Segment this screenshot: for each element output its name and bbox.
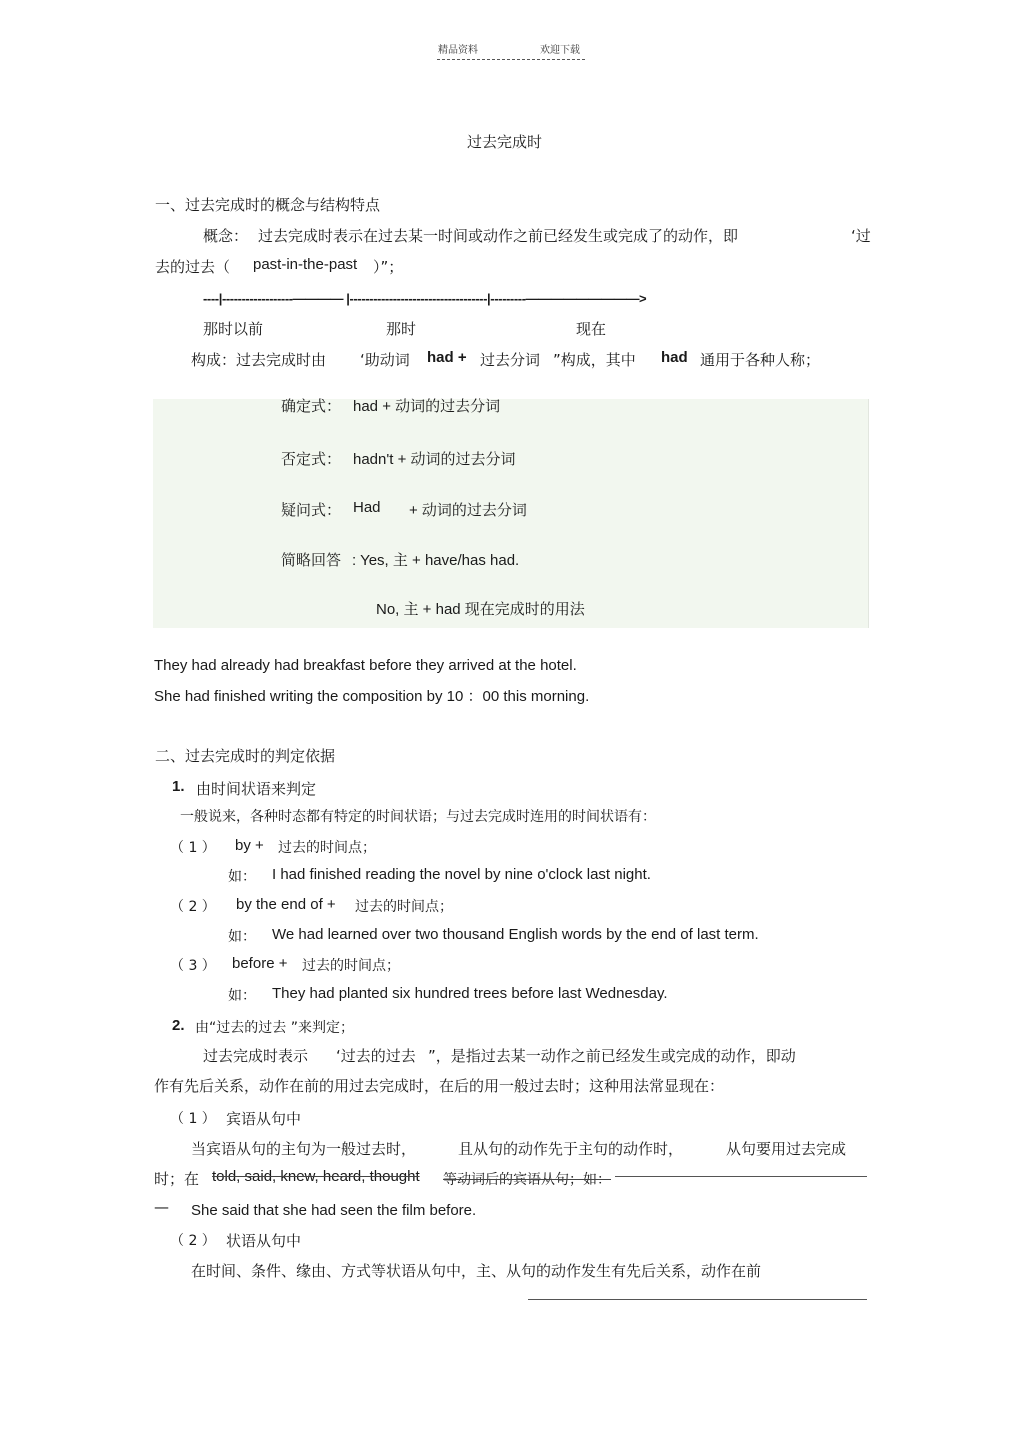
clause1-line1-c: 从句要用过去完成 (726, 1140, 847, 1158)
concept-text: 过去完成时表示在过去某一时间或动作之前已经发生或完成了的动作，即 (258, 227, 739, 245)
sub2-line1-c: ”，是指过去某一动作之前已经发生或完成的动作，即动 (428, 1047, 796, 1065)
sub2-line1-b: ‘过去的过去 (336, 1047, 416, 1065)
timeline-label-before: 那时以前 (203, 320, 264, 338)
structure-c: had + (427, 349, 467, 366)
clause1-line1-b: 且从句的动作先于主句的动作时， (458, 1140, 684, 1158)
affirmative-label: 确定式： (281, 397, 342, 415)
item2-phrase: by the end of + (236, 896, 336, 913)
item2-desc: 过去的时间点； (355, 899, 453, 915)
clause2-num: （ 2 ） (170, 1233, 216, 1249)
clause2-title: 状语从句中 (226, 1232, 302, 1250)
sub1-intro: 一般说来，各种时态都有特定的时间状语；与过去完成时连用的时间状语有： (180, 809, 656, 825)
item1-ex-label: 如： (228, 869, 256, 885)
timeline-label-then: 那时 (386, 320, 417, 338)
sub1-title: 由时间状语来判定 (196, 780, 317, 798)
affirmative-value: had + 动词的过去分词 (353, 398, 501, 415)
item3-desc: 过去的时间点； (302, 958, 400, 974)
item2-example: We had learned over two thousand English words by the end of last term. (272, 926, 759, 943)
section2-heading: 二、过去完成时的判定依据 (155, 747, 336, 765)
item3-ex-label: 如： (228, 988, 256, 1004)
item1-desc: 过去的时间点； (278, 840, 376, 856)
concept-label: 概念： (203, 227, 249, 245)
structure-b: ‘助动词 (360, 351, 410, 369)
short-answer-no: No, 主 + had 现在完成时的用法 (376, 601, 585, 618)
clause1-title: 宾语从句中 (226, 1110, 302, 1128)
sub2-num: 2. (172, 1017, 185, 1034)
question-value-a: Had (353, 499, 381, 516)
question-label: 疑问式： (281, 501, 342, 519)
short-answer-label: 简略回答 (281, 551, 342, 569)
header-right: 欢迎下载 (540, 45, 580, 56)
sub1-num: 1. (172, 778, 185, 795)
structure-a: 构成：过去完成时由 (191, 351, 327, 369)
sub2-line1-a: 过去完成时表示 (203, 1047, 309, 1065)
clause1-line2-a: 时；在 (154, 1170, 200, 1188)
structure-d: 过去分词 (480, 351, 541, 369)
clause1-example: She said that she had seen the film before. (191, 1202, 477, 1219)
concept-quote-open: ‘过 (851, 227, 871, 245)
timeline-arrow: ----|------------------———— |-----------------------------------|---------—————————> (203, 291, 647, 306)
structure-e: ”构成，其中 (553, 351, 636, 369)
structure-f: had (661, 349, 688, 366)
clause1-line2-rule (615, 1176, 867, 1177)
clause1-line2-c: 等动词后的宾语从句；如： (443, 1172, 611, 1188)
timeline-label-now: 现在 (576, 320, 607, 338)
concept-line2-a: 去的过去（ (155, 258, 231, 276)
sub2-title: 由“过去的过去 ”来判定； (195, 1020, 354, 1036)
footer-rule (528, 1299, 867, 1300)
clause1-line2-b: told, said, knew, heard, thought (212, 1168, 420, 1185)
negative-label: 否定式： (281, 450, 342, 468)
item3-phrase: before + (232, 955, 288, 972)
item1-phrase: by + (235, 837, 264, 854)
example-2: She had finished writing the composition by 10 ：00 this morning. (154, 688, 590, 705)
page-title: 过去完成时 (467, 133, 543, 151)
negative-value: hadn't + 动词的过去分词 (353, 451, 516, 468)
clause2-line1: 在时间、条件、缘由、方式等状语从句中，主、从句的动作发生有先后关系，动作在前 (191, 1262, 762, 1280)
sub2-line2: 作有先后关系，动作在前的用过去完成时，在后的用一般过去时；这种用法常显现在： (154, 1077, 725, 1095)
item2-ex-label: 如： (228, 929, 256, 945)
header-left: 精品资料 (438, 45, 478, 56)
item3-example: They had planted six hundred trees before last Wednesday. (272, 985, 668, 1002)
concept-line2-b: ）”； (373, 258, 404, 276)
structure-g: 通用于各种人称； (700, 351, 821, 369)
short-answer-yes: : Yes, 主 + have/has had. (352, 552, 520, 569)
clause1-line1-a: 当宾语从句的主句为一般过去时， (191, 1140, 417, 1158)
clause1-num: （ 1 ） (170, 1111, 216, 1127)
concept-term: past-in-the-past (253, 256, 358, 273)
example-1: They had already had breakfast before they arrived at the hotel. (154, 657, 577, 674)
item1-example: I had finished reading the novel by nine o'clock last night. (272, 866, 651, 883)
item2-num: （ 2 ） (170, 899, 216, 915)
item1-num: （ 1 ） (170, 840, 216, 856)
question-value-b: + 动词的过去分词 (409, 502, 527, 519)
section1-heading: 一、过去完成时的概念与结构特点 (155, 196, 381, 214)
header-divider (437, 59, 585, 60)
clause1-dash: — (154, 1198, 169, 1216)
item3-num: （ 3 ） (170, 958, 216, 974)
